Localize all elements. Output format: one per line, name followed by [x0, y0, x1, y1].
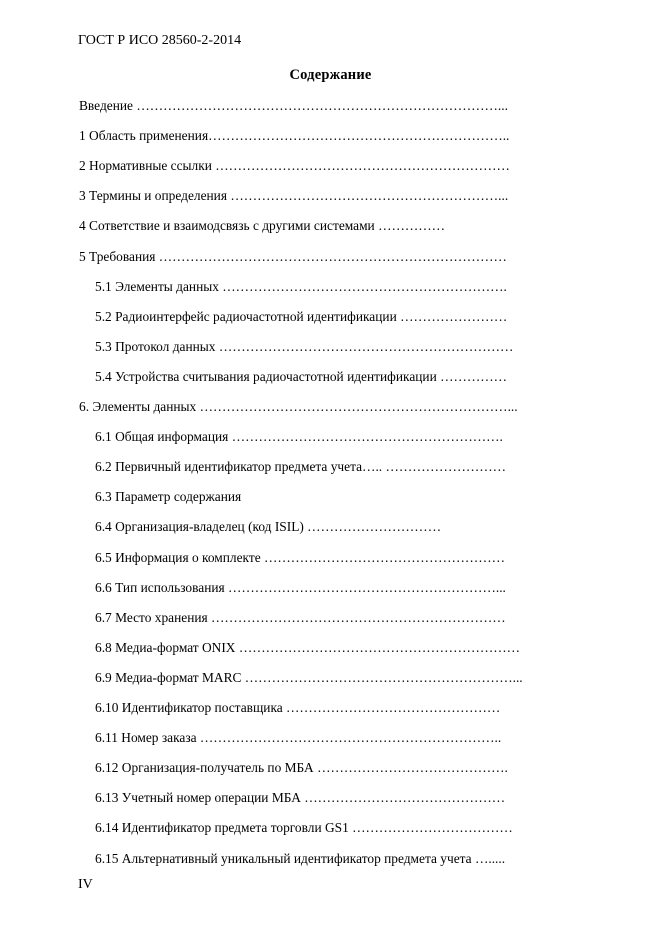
page-title: Содержание: [289, 67, 372, 83]
toc-entry: 6.8 Медиа-формат ONIX ………………………………………………………: [95, 639, 521, 655]
standard-code-header: ГОСТ Р ИСО 28560-2-2014: [78, 33, 242, 48]
toc-entry: 5.2 Радиоинтерфейс радиочастотной идентификации ……………………: [95, 308, 508, 324]
toc-entry: 6.13 Учетный номер операции МБА ………………………………………: [95, 790, 506, 806]
toc-entry: 6.10 Идентификатор поставщика …………………………………………: [95, 700, 501, 715]
toc-entry: 6.5 Информация о комплекте ………………………………………………: [95, 549, 506, 565]
toc-entry: 6.12 Организация-получатель по МБА …………………………………….: [95, 760, 508, 776]
toc-entry: 4 Сответствие и взаимодсвязь с другими системами ……………: [79, 218, 446, 234]
toc-entry: 6.9 Медиа-формат MARC ……………………………………………………...: [95, 669, 523, 685]
toc-entry: 6. Элементы данных ……………………………………………………………...: [79, 399, 518, 414]
toc-entry: 1 Область применения…………………………………………………………..: [79, 128, 510, 144]
toc-entry: 5 Требования ……………………………………………………………………: [79, 248, 507, 264]
toc-entry: 6.6 Тип использования ……………………………………………………...: [95, 579, 506, 595]
page-number: IV: [78, 877, 93, 892]
toc-entry: 6.14 Идентификатор предмета торговли GS1 ………………………………: [95, 820, 513, 836]
toc-entry: 6.4 Организация-владелец (код ISIL) …………………………: [95, 519, 442, 535]
toc-entry: Введение ………………………………………………………………………...: [79, 98, 508, 113]
toc-entry: 5.1 Элементы данных ……………………………………………………….: [95, 278, 507, 294]
toc-entry: 6.3 Параметр содержания: [95, 489, 242, 505]
toc-entry: 6.1 Общая информация …………………………………………………….: [95, 429, 503, 445]
toc-entry: 6.15 Альтернативный уникальный идентификатор предмета учета ….....: [95, 850, 506, 866]
toc-entry: 6.7 Место хранения …………………………………………………………: [95, 609, 506, 625]
toc-entry: 3 Термины и определения ……………………………………………………...: [79, 188, 509, 204]
toc-entry: 6.2 Первичный идентификатор предмета учета….. ………………………: [95, 459, 507, 475]
toc-entry: 2 Нормативные ссылки …………………………………………………………: [79, 158, 510, 174]
toc-entry: 5.3 Протокол данных …………………………………………………………: [95, 338, 514, 354]
toc-entry: 6.11 Номер заказа …………………………………………………………..: [95, 730, 502, 746]
toc-entry: 5.4 Устройства считывания радиочастотной идентификации ……………: [95, 368, 508, 384]
